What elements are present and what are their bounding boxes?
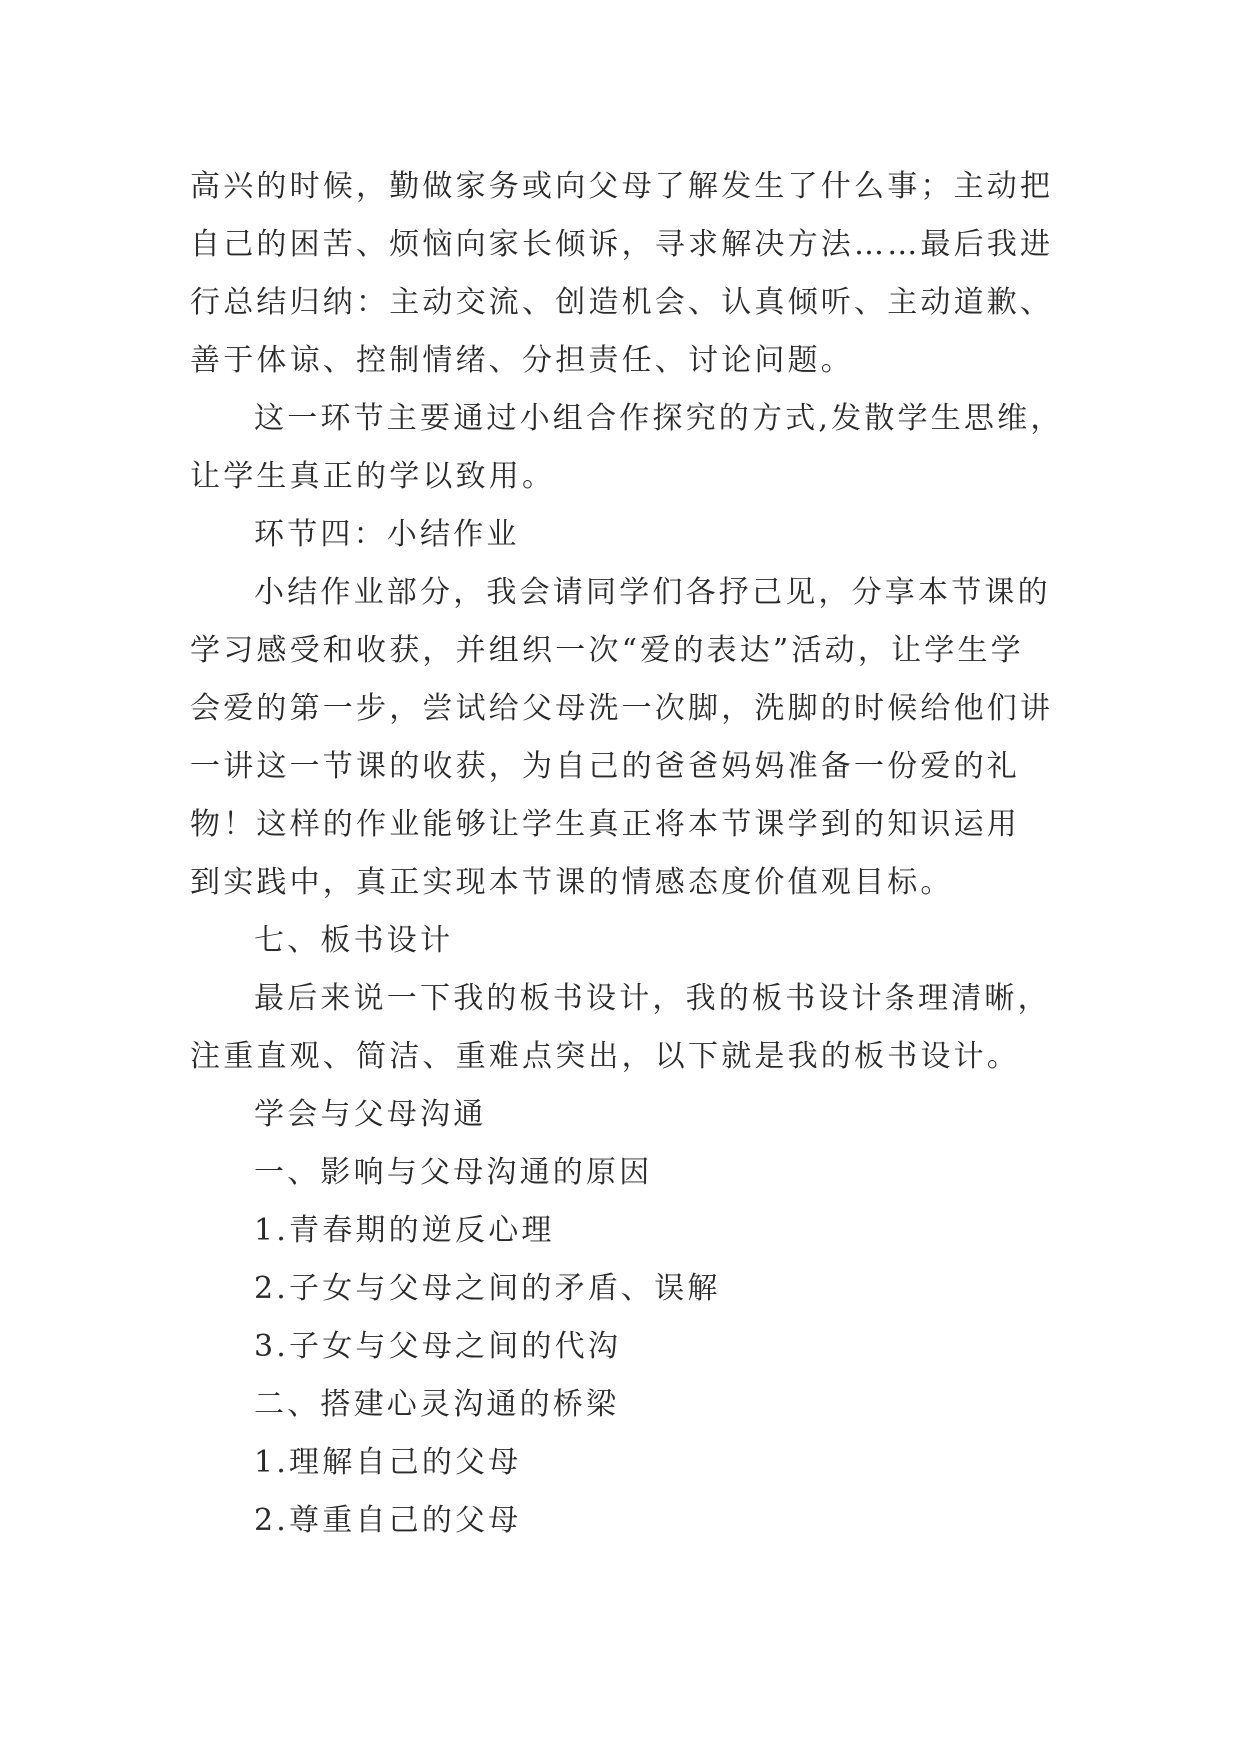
text-line: 自己的困苦、烦恼向家长倾诉，寻求解决方法……最后我进 (190, 227, 1054, 262)
text-line: 物！这样的作业能够让学生真正将本节课学到的知识运用 (190, 807, 1020, 842)
outline-heading: 二、搭建心灵沟通的桥梁 (254, 1387, 620, 1422)
text-line: 会爱的第一步，尝试给父母洗一次脚，洗脚的时候给他们讲 (190, 691, 1054, 726)
outline-item: 1.青春期的逆反心理 (254, 1213, 555, 1248)
section-heading: 七、板书设计 (254, 923, 454, 958)
section-heading: 环节四：小结作业 (254, 517, 520, 552)
text-line: 善于体谅、控制情绪、分担责任、讨论问题。 (190, 343, 854, 378)
board-title: 学会与父母沟通 (254, 1097, 487, 1132)
text-line: 学习感受和收获，并组织一次“爱的表达”活动，让学生学 (190, 633, 1024, 668)
text-line: 一讲这一节课的收获，为自己的爸爸妈妈准备一份爱的礼 (190, 749, 1020, 784)
text-line: 高兴的时候，勤做家务或向父母了解发生了什么事；主动把 (190, 169, 1054, 204)
paragraph-line: 最后来说一下我的板书设计，我的板书设计条理清晰， (254, 981, 1051, 1016)
document-body (190, 158, 1070, 1550)
outline-item: 1.理解自己的父母 (254, 1445, 522, 1480)
paragraph-line: 这一环节主要通过小组合作探究的方式,发散学生思维， (254, 401, 1064, 436)
text-line: 行总结归纳：主动交流、创造机会、认真倾听、主动道歉、 (190, 285, 1054, 320)
text-line: 到实践中，真正实现本节课的情感态度价值观目标。 (190, 865, 954, 900)
text-line: 注重直观、简洁、重难点突出，以下就是我的板书设计。 (190, 1039, 1020, 1074)
paragraph-line: 小结作业部分，我会请同学们各抒己见，分享本节课的 (254, 575, 1051, 610)
outline-item: 2.子女与父母之间的矛盾、误解 (254, 1271, 721, 1306)
text-line: 让学生真正的学以致用。 (190, 459, 556, 494)
outline-item: 2.尊重自己的父母 (254, 1503, 522, 1538)
outline-item: 3.子女与父母之间的代沟 (254, 1329, 622, 1364)
outline-heading: 一、影响与父母沟通的原因 (254, 1155, 653, 1190)
